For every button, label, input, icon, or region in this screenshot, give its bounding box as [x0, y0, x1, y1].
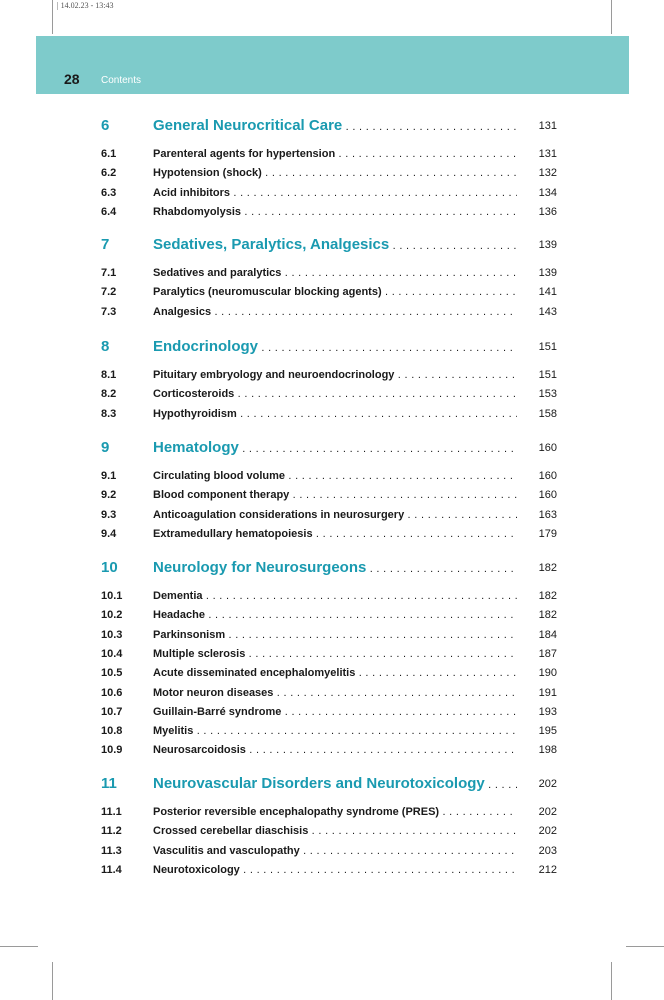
section-number: 10.4	[101, 647, 123, 660]
page-reference: 187	[538, 647, 557, 660]
toc-section-entry[interactable]	[101, 822, 557, 840]
section-number: 10.6	[101, 686, 123, 699]
section-title: Corticosteroids . . .	[153, 385, 517, 403]
page-number: 28	[64, 71, 80, 87]
toc-section-entry[interactable]	[101, 506, 557, 524]
toc-section-entry[interactable]	[101, 842, 557, 860]
toc-chapter-entry[interactable]	[101, 336, 557, 358]
page-reference: 191	[538, 686, 557, 699]
page-reference: 163	[538, 508, 557, 521]
section-number: 11.4	[101, 863, 122, 876]
crop-mark-bottom-right-v	[611, 962, 612, 1000]
section-number: 10.1	[101, 590, 123, 602]
section-title: Headache . . .	[153, 606, 517, 624]
print-timestamp: | 14.02.23 - 13:43	[57, 1, 114, 10]
toc-section-entry[interactable]	[101, 385, 557, 403]
section-title: Analgesics . . .	[153, 303, 517, 321]
section-title: Circulating blood volume . . .	[153, 467, 517, 485]
crop-mark-top-right	[611, 0, 612, 34]
section-number: 6.1	[101, 148, 117, 160]
toc-section-entry[interactable]	[101, 283, 557, 301]
crop-mark-bottom-left-v	[52, 962, 53, 1000]
section-number: 8.2	[101, 388, 117, 401]
section-number: 9.3	[101, 508, 117, 521]
toc-section-entry[interactable]	[101, 861, 557, 879]
section-number: 8.1	[101, 369, 117, 381]
page-reference: 182	[538, 562, 557, 574]
section-number: 7.3	[101, 305, 117, 318]
section-title: Guillain-Barré syndrome . . .	[153, 703, 517, 721]
section-title: Parkinsonism . . .	[153, 626, 517, 644]
toc-section-entry[interactable]	[101, 303, 557, 321]
crop-mark-top-left	[52, 0, 53, 34]
crop-mark-bottom-right-h	[626, 946, 664, 947]
section-title: Acute disseminated encephalomyelitis . . .	[153, 664, 517, 682]
chapter-title: Hematology . . .	[153, 437, 517, 460]
toc-section-entry[interactable]	[101, 264, 557, 282]
toc-chapter-entry[interactable]	[101, 557, 557, 579]
page-reference: 202	[538, 778, 557, 790]
page-reference: 134	[538, 186, 557, 199]
toc-section-entry[interactable]	[101, 164, 557, 182]
toc-section-entry[interactable]	[101, 587, 557, 605]
page-reference: 203	[538, 844, 557, 857]
toc-section-entry[interactable]	[101, 626, 557, 644]
page-reference: 131	[538, 120, 557, 132]
section-title: Hypothyroidism . . .	[153, 405, 517, 423]
section-title: Motor neuron diseases . . .	[153, 684, 517, 702]
toc-chapter-entry[interactable]	[101, 234, 557, 256]
page-reference: 139	[538, 239, 557, 251]
toc-section-entry[interactable]	[101, 741, 557, 759]
section-number: 9.1	[101, 470, 117, 482]
section-title: Multiple sclerosis . . .	[153, 645, 517, 663]
section-title: Anticoagulation considerations in neurosurgery . . .	[153, 506, 517, 524]
section-title: Neurotoxicology . . .	[153, 861, 517, 879]
section-number: 8.3	[101, 407, 117, 420]
section-title: Paralytics (neuromuscular blocking agents) . . .	[153, 283, 517, 301]
section-number: 10.3	[101, 628, 123, 641]
section-number: 11.1	[101, 806, 122, 818]
toc-section-entry[interactable]	[101, 684, 557, 702]
section-number: 6.4	[101, 205, 117, 218]
page-reference: 131	[538, 148, 557, 160]
toc-chapter-entry[interactable]	[101, 773, 557, 795]
page-reference: 184	[538, 628, 557, 641]
chapter-number: 11	[101, 775, 117, 792]
section-number: 10.9	[101, 744, 123, 757]
toc-section-entry[interactable]	[101, 645, 557, 663]
section-number: 6.2	[101, 167, 117, 180]
section-number: 9.4	[101, 527, 117, 540]
page-reference: 151	[538, 341, 557, 353]
toc-chapter-entry[interactable]	[101, 115, 557, 137]
section-number: 7.1	[101, 267, 117, 279]
section-title: Rhabdomyolysis . . .	[153, 203, 517, 221]
toc-section-entry[interactable]	[101, 486, 557, 504]
chapter-number: 6	[101, 117, 110, 134]
section-title: Pituitary embryology and neuroendocrinology . . .	[153, 366, 517, 384]
toc-section-entry[interactable]	[101, 803, 557, 821]
section-title: Hypotension (shock) . . .	[153, 164, 517, 182]
page-reference: 160	[538, 489, 557, 502]
page-reference: 190	[538, 667, 557, 680]
chapter-title: General Neurocritical Care . . .	[153, 115, 517, 138]
page-reference: 141	[538, 286, 557, 299]
toc-section-entry[interactable]	[101, 703, 557, 721]
page-reference: 143	[538, 305, 557, 318]
chapter-number: 8	[101, 338, 110, 355]
page-reference: 195	[538, 725, 557, 738]
section-number: 10.7	[101, 705, 123, 718]
toc-section-entry[interactable]	[101, 467, 557, 485]
section-number: 6.3	[101, 186, 117, 199]
section-number: 10.2	[101, 609, 123, 622]
running-title: Contents	[101, 75, 142, 86]
page-reference: 153	[538, 388, 557, 401]
toc-section-entry[interactable]	[101, 525, 557, 543]
chapter-title: Neurology for Neurosurgeons . . .	[153, 557, 517, 580]
section-title: Parenteral agents for hypertension . . .	[153, 145, 517, 163]
toc-section-entry[interactable]	[101, 606, 557, 624]
section-number: 9.2	[101, 489, 117, 502]
section-title: Neurosarcoidosis . . .	[153, 741, 517, 759]
section-title: Crossed cerebellar diaschisis . . .	[153, 822, 517, 840]
section-number: 10.8	[101, 725, 123, 738]
chapter-number: 7	[101, 236, 110, 253]
chapter-title: Sedatives, Paralytics, Analgesics . . .	[153, 234, 517, 257]
page-reference: 179	[538, 527, 557, 540]
crop-mark-bottom-left-h	[0, 946, 38, 947]
section-title: Myelitis . . .	[153, 722, 517, 740]
page-reference: 151	[538, 369, 557, 381]
page-reference: 132	[538, 167, 557, 180]
page-reference: 136	[538, 205, 557, 218]
chapter-number: 10	[101, 559, 118, 576]
toc-section-entry[interactable]	[101, 664, 557, 682]
section-title: Dementia . . .	[153, 587, 517, 605]
section-number: 10.5	[101, 667, 123, 680]
toc-section-entry[interactable]	[101, 203, 557, 221]
page-reference: 202	[538, 825, 557, 838]
section-title: Blood component therapy . . .	[153, 486, 517, 504]
toc-section-entry[interactable]	[101, 722, 557, 740]
toc-section-entry[interactable]	[101, 366, 557, 384]
toc-section-entry[interactable]	[101, 184, 557, 202]
section-title: Acid inhibitors . . .	[153, 184, 517, 202]
toc-chapter-entry[interactable]	[101, 437, 557, 459]
page-reference: 198	[538, 744, 557, 757]
page-reference: 182	[538, 590, 557, 602]
chapter-title: Neurovascular Disorders and Neurotoxicology . . .	[153, 773, 517, 796]
page-reference: 158	[538, 407, 557, 420]
page-reference: 139	[538, 267, 557, 279]
section-title: Extramedullary hematopoiesis . . .	[153, 525, 517, 543]
toc-section-entry[interactable]	[101, 145, 557, 163]
section-number: 11.3	[101, 844, 122, 857]
toc-section-entry[interactable]	[101, 405, 557, 423]
page-reference: 202	[538, 806, 557, 818]
section-title: Vasculitis and vasculopathy . . .	[153, 842, 517, 860]
page-reference: 160	[538, 470, 557, 482]
section-title: Posterior reversible encephalopathy syndrome (PRES) . . .	[153, 803, 517, 821]
section-number: 11.2	[101, 825, 122, 838]
section-title: Sedatives and paralytics . . .	[153, 264, 517, 282]
chapter-title: Endocrinology . . .	[153, 336, 517, 359]
page-reference: 212	[538, 863, 557, 876]
chapter-number: 9	[101, 439, 110, 456]
page-reference: 193	[538, 705, 557, 718]
page-reference: 182	[538, 609, 557, 622]
section-number: 7.2	[101, 286, 117, 299]
page-reference: 160	[538, 442, 557, 454]
